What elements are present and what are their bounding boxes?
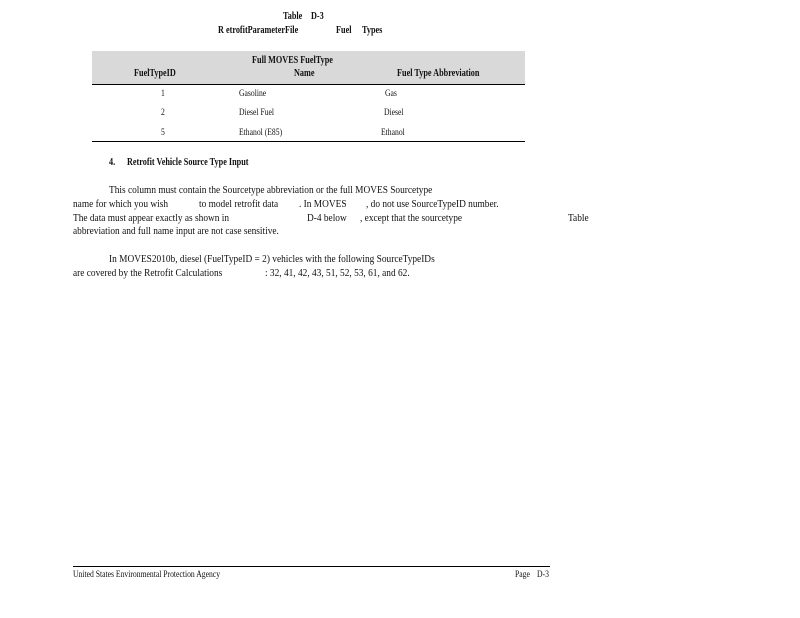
table-bottom-rule bbox=[92, 141, 525, 142]
table-caption-title-a: R etrofitParameterFile bbox=[218, 25, 299, 36]
paragraph-line: . In MOVES bbox=[299, 198, 347, 210]
column-header-name-bottom: Name bbox=[294, 68, 315, 79]
section-number: 4. bbox=[109, 157, 116, 168]
cell-fuel-abbreviation: Gas bbox=[385, 88, 397, 98]
paragraph-line: are covered by the Retrofit Calculations bbox=[73, 267, 223, 279]
footer-agency: United States Environmental Protection Agency bbox=[73, 569, 221, 579]
paragraph-line: : 32, 41, 42, 43, 51, 52, 53, 61, and 62. bbox=[265, 267, 410, 279]
cell-fuel-abbreviation: Ethanol bbox=[381, 127, 405, 137]
footer-page-label: Page bbox=[515, 569, 530, 579]
column-header-abbreviation: Fuel Type Abbreviation bbox=[397, 68, 480, 79]
cell-fueltypeid: 1 bbox=[161, 88, 165, 98]
table-reference-link[interactable]: D-4 below bbox=[307, 212, 347, 224]
paragraph-line: abbreviation and full name input are not case sensitive. bbox=[73, 225, 279, 237]
paragraph-line: This column must contain the Sourcetype abbreviation or the full MOVES Sourcetype bbox=[109, 184, 433, 196]
cell-fueltypeid: 5 bbox=[161, 127, 165, 137]
table-caption-number: D-3 bbox=[311, 11, 324, 22]
footer-page-number: D-3 bbox=[537, 569, 549, 579]
section-title: Retrofit Vehicle Source Type Input bbox=[127, 157, 249, 168]
column-header-name-top: Full MOVES FuelType bbox=[252, 55, 333, 66]
cell-fueltypeid: 2 bbox=[161, 107, 165, 117]
header-rule bbox=[92, 84, 525, 85]
cell-fuel-name: Diesel Fuel bbox=[239, 107, 275, 117]
table-caption-title-b: Fuel bbox=[336, 25, 352, 36]
table-caption-title-c: Types bbox=[362, 25, 383, 36]
paragraph-line: name for which you wish bbox=[73, 198, 169, 210]
cell-fuel-name: Ethanol (E85) bbox=[239, 127, 283, 137]
paragraph-line: to model retrofit data bbox=[199, 198, 279, 210]
table-reference-word: Table bbox=[568, 212, 589, 224]
paragraph-line: , do not use SourceTypeID number. bbox=[366, 198, 499, 210]
column-header-fueltypeid: FuelTypeID bbox=[134, 68, 176, 79]
paragraph-line: The data must appear exactly as shown in bbox=[73, 212, 230, 224]
footer-rule bbox=[73, 566, 550, 567]
paragraph-line: , except that the sourcetype bbox=[360, 212, 463, 224]
cell-fuel-name: Gasoline bbox=[239, 88, 267, 98]
cell-fuel-abbreviation: Diesel bbox=[384, 107, 404, 117]
table-caption-label: Table bbox=[283, 11, 303, 22]
paragraph-line: In MOVES2010b, diesel (FuelTypeID = 2) vehicles with the following SourceTypeIDs bbox=[109, 253, 435, 265]
